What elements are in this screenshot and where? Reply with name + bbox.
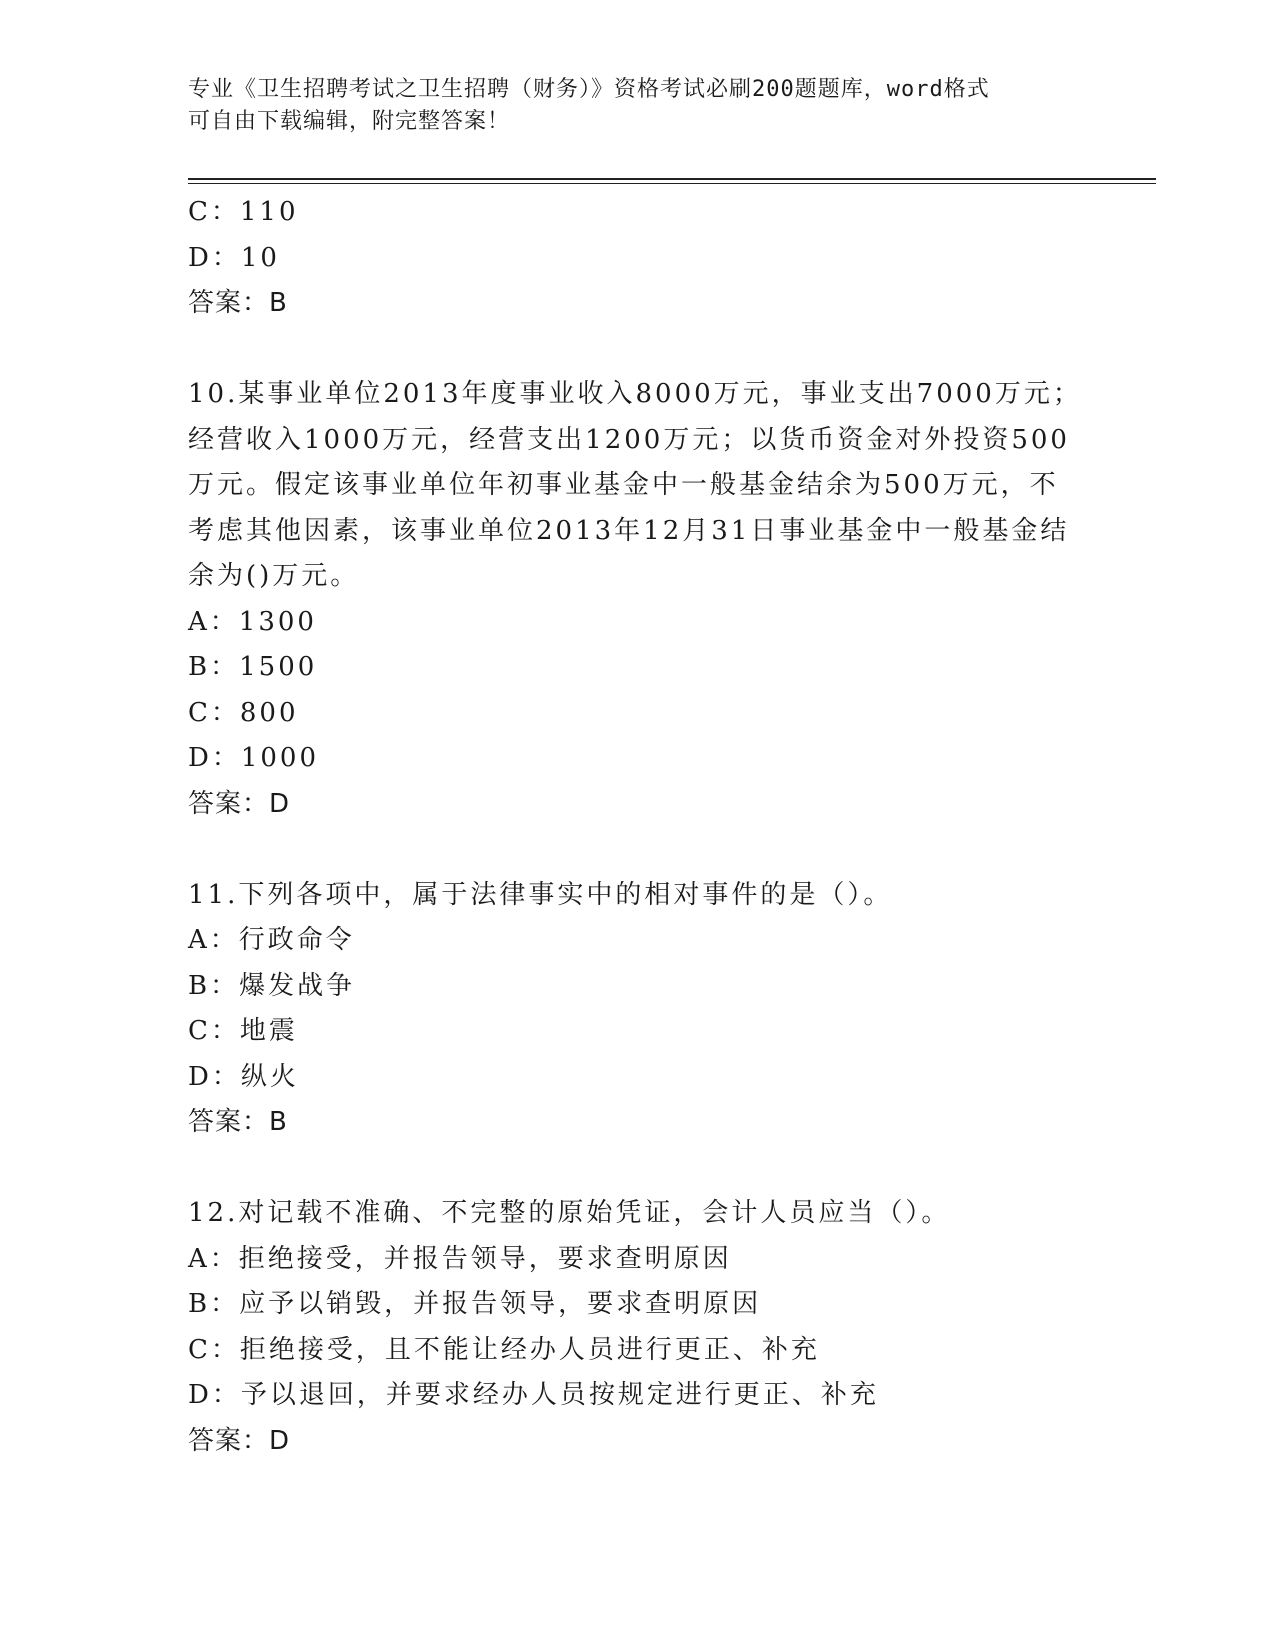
option-b: B：爆发战争 xyxy=(188,970,356,1001)
option-d: D：1000 xyxy=(188,743,320,773)
question-block-12 xyxy=(188,1191,1088,1464)
answer-line: 答案：B xyxy=(188,288,288,318)
question-block-11 xyxy=(188,873,1088,1146)
option-a: A：拒绝接受，并报告领导，要求查明原因 xyxy=(188,1243,732,1274)
question-stem-line: 12.对记载不准确、不完整的原始凭证，会计人员应当（）。 xyxy=(188,1198,951,1228)
question-block-10 xyxy=(188,372,1088,827)
question-list xyxy=(188,190,1088,1464)
header-divider-thick xyxy=(188,178,1156,180)
question-block-9-continuation xyxy=(188,190,1088,327)
option-a: A：行政命令 xyxy=(188,925,355,955)
option-d: D：纵火 xyxy=(188,1061,299,1092)
header-title-line-2: 可自由下载编辑，附完整答案！ xyxy=(188,109,511,134)
header-title-line-1: 专业《卫生招聘考试之卫生招聘（财务）》资格考试必刷200题题库，word格式 xyxy=(188,77,990,102)
answer-line: 答案：D xyxy=(188,788,291,819)
spacer xyxy=(188,327,1088,373)
question-stem-line: 10.某事业单位2013年度事业收入8000万元，事业支出7000万元； xyxy=(188,379,1082,409)
question-stem-line: 余为()万元。 xyxy=(188,561,360,591)
header-divider-thin xyxy=(188,183,1156,184)
answer-line: 答案：B xyxy=(188,1107,288,1137)
option-a: A：1300 xyxy=(188,606,317,637)
question-stem-line: 经营收入1000万元，经营支出1200万元；以货币资金对外投资500 xyxy=(188,424,1070,455)
question-stem-line: 11.下列各项中，属于法律事实中的相对事件的是（）。 xyxy=(188,879,893,910)
option-d: D：10 xyxy=(188,242,280,273)
option-d: D：予以退回，并要求经办人员按规定进行更正、补充 xyxy=(188,1380,879,1410)
question-stem-line: 考虑其他因素，该事业单位2013年12月31日事业基金中一般基金结 xyxy=(188,515,1070,546)
option-b: B：应予以销毁，并报告领导，要求查明原因 xyxy=(188,1289,762,1319)
document-header xyxy=(188,74,1088,138)
option-c: C：地震 xyxy=(188,1016,298,1046)
answer-line: 答案：D xyxy=(188,1425,291,1456)
spacer xyxy=(188,827,1088,873)
option-c: C：800 xyxy=(188,697,299,728)
option-b: B：1500 xyxy=(188,652,318,682)
option-c: C：拒绝接受，且不能让经办人员进行更正、补充 xyxy=(188,1334,820,1365)
spacer xyxy=(188,1146,1088,1192)
option-c: C：110 xyxy=(188,197,299,227)
question-stem-line: 万元。假定该事业单位年初事业基金中一般基金结余为500万元，不 xyxy=(188,470,1059,500)
